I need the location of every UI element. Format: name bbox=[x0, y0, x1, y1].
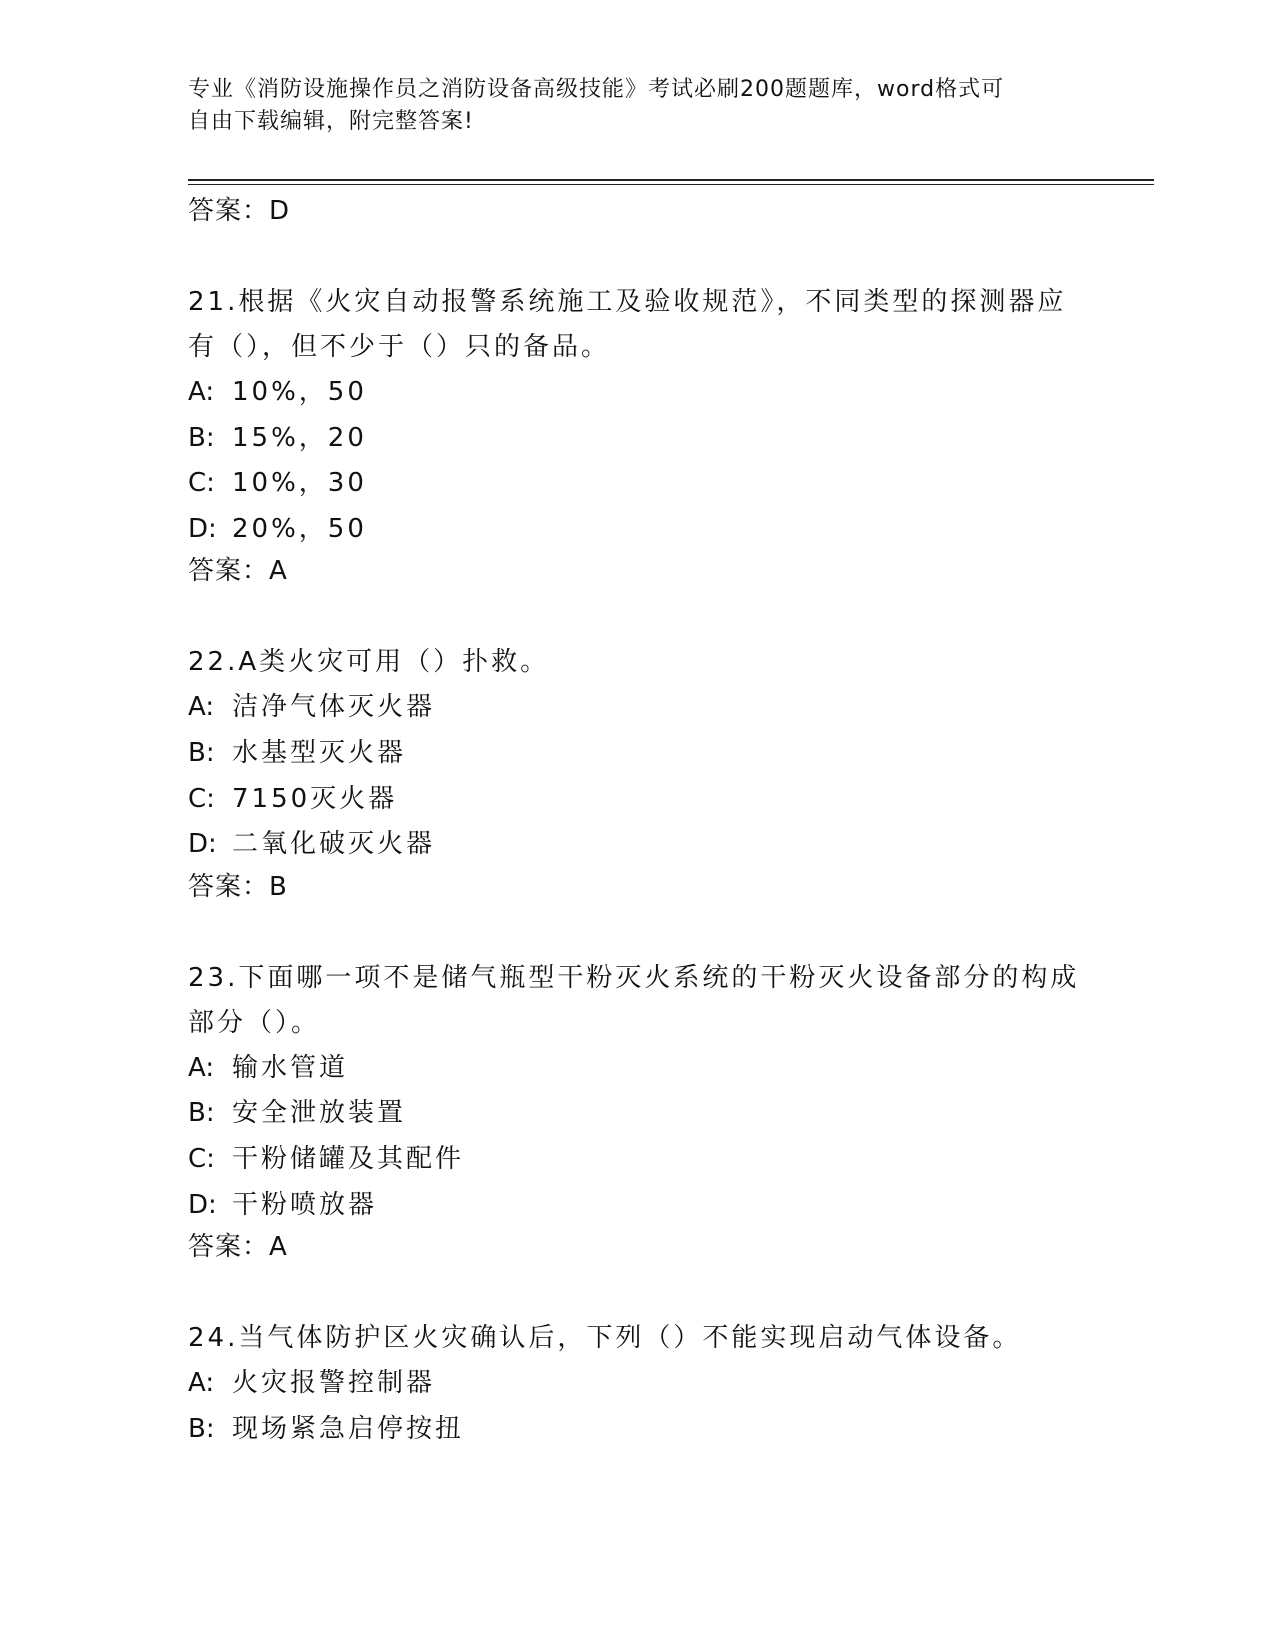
option-text: 干粉喷放器 bbox=[232, 1189, 378, 1220]
question-stem-line: 23.下面哪一项不是储气瓶型干粉灭火系统的干粉灭火设备部分的构成 bbox=[188, 962, 1080, 993]
option-text: 二氧化破灭火器 bbox=[232, 829, 436, 860]
option-letter: B: bbox=[188, 422, 215, 453]
option-a bbox=[188, 685, 1088, 731]
option-letter: B: bbox=[188, 1098, 215, 1129]
option-a bbox=[188, 370, 1088, 416]
option-c bbox=[188, 777, 1088, 823]
option-letter: C: bbox=[188, 468, 215, 499]
question-stem-line: 24.当气体防护区火灾确认后，下列（）不能实现启动气体设备。 bbox=[188, 1323, 1022, 1354]
question-stem bbox=[188, 956, 1088, 1046]
question-stem-line: 22.A类火灾可用（）扑救。 bbox=[188, 647, 550, 678]
question-stem bbox=[188, 1316, 1088, 1361]
question-21 bbox=[188, 280, 1088, 590]
answer: 答案：B bbox=[188, 871, 288, 902]
option-text: 水基型灭火器 bbox=[232, 737, 407, 768]
option-letter: B: bbox=[188, 1413, 215, 1444]
option-d bbox=[188, 507, 1088, 553]
option-text: 洁净气体灭火器 bbox=[232, 692, 436, 723]
answer: 答案：A bbox=[188, 556, 288, 587]
question-list bbox=[188, 192, 1088, 1452]
question-23 bbox=[188, 956, 1088, 1266]
header-line-1: 专业《消防设施操作员之消防设备高级技能》考试必刷200题题库，word格式可 bbox=[188, 77, 1005, 102]
option-letter: A: bbox=[188, 1368, 215, 1399]
option-letter: A: bbox=[188, 377, 215, 407]
question-stem bbox=[188, 280, 1088, 370]
option-letter: C: bbox=[188, 783, 215, 814]
option-letter: D: bbox=[188, 1189, 217, 1220]
option-d bbox=[188, 822, 1088, 868]
option-letter: C: bbox=[188, 1143, 215, 1174]
option-b bbox=[188, 1091, 1088, 1137]
option-text: 火灾报警控制器 bbox=[232, 1368, 436, 1399]
option-text: 现场紧急启停按扭 bbox=[232, 1413, 465, 1444]
option-letter: D: bbox=[188, 513, 217, 544]
header-divider-thick bbox=[188, 179, 1154, 181]
option-text: 输水管道 bbox=[232, 1052, 349, 1083]
option-b bbox=[188, 731, 1088, 777]
option-c bbox=[188, 461, 1088, 507]
option-letter: D: bbox=[188, 829, 217, 860]
question-stem-line: 有（），但不少于（）只的备品。 bbox=[188, 332, 611, 362]
question-24 bbox=[188, 1316, 1088, 1452]
question-22 bbox=[188, 640, 1088, 905]
question-stem-line: 21.根据《火灾自动报警系统施工及验收规范》，不同类型的探测器应 bbox=[188, 287, 1067, 317]
option-letter: A: bbox=[188, 692, 215, 723]
option-d bbox=[188, 1183, 1088, 1229]
option-letter: B: bbox=[188, 737, 215, 768]
option-text: 15%，20 bbox=[232, 422, 367, 453]
previous-answer: 答案：D bbox=[188, 196, 291, 226]
document-header bbox=[188, 74, 1068, 138]
option-letter: A: bbox=[188, 1052, 215, 1083]
option-text: 10%，50 bbox=[232, 377, 367, 407]
question-stem bbox=[188, 640, 1088, 685]
option-b bbox=[188, 416, 1088, 462]
option-text: 10%，30 bbox=[232, 468, 367, 499]
option-c bbox=[188, 1137, 1088, 1183]
option-a bbox=[188, 1046, 1088, 1092]
option-b bbox=[188, 1407, 1088, 1453]
option-text: 干粉储罐及其配件 bbox=[232, 1143, 465, 1174]
header-divider-thin bbox=[188, 184, 1154, 185]
option-text: 7150灭火器 bbox=[232, 783, 398, 814]
answer: 答案：A bbox=[188, 1232, 288, 1263]
option-text: 20%，50 bbox=[232, 513, 367, 544]
header-line-2: 自由下载编辑，附完整答案! bbox=[188, 109, 474, 134]
question-stem-line: 部分（）。 bbox=[188, 1007, 321, 1038]
option-text: 安全泄放装置 bbox=[232, 1098, 407, 1129]
option-a bbox=[188, 1361, 1088, 1407]
